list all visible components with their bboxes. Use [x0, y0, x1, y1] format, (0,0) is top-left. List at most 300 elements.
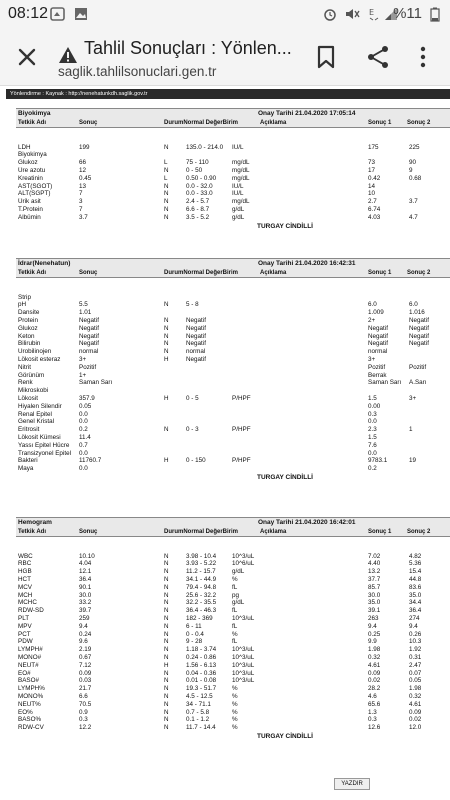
cell-name: AST(SGOT) [18, 182, 53, 190]
cell-norm: 0.04 - 0.36 [186, 669, 217, 677]
cell-norm: 0 - 5 [186, 394, 199, 402]
page-title: Tahlil Sonuçları : Yönlen... [84, 38, 292, 58]
cell-s1: 30.0 [368, 591, 381, 599]
table-row [16, 301, 450, 309]
cell-norm: 0.0 - 32.0 [186, 182, 213, 190]
cell-s2: 4.61 [409, 700, 422, 708]
cell-s1: 0.00 [368, 402, 381, 410]
print-button[interactable]: YAZDIR [334, 778, 370, 790]
cell-s1: 6.74 [368, 205, 381, 213]
cell-dur: N [164, 166, 169, 174]
cell-norm: 0 - 0.4 [186, 630, 204, 638]
cell-dur: N [164, 599, 169, 607]
cell-s1: 13.2 [368, 568, 381, 576]
cell-name: RDW-CV [18, 724, 44, 732]
result-rows [16, 537, 450, 732]
approval-date: Onay Tarihi 21.04.2020 16:42:01 [258, 519, 356, 526]
cell-name: LYMPH# [18, 646, 43, 654]
cell-val: 0.0 [79, 449, 88, 457]
cell-name: RDW-SD [18, 607, 44, 615]
cell-s1: 0.0 [368, 418, 377, 426]
table-row [16, 599, 450, 607]
cell-unit: P/HPF [232, 426, 251, 434]
cell-s2: 6.0 [409, 301, 418, 309]
cell-s2: 19 [409, 457, 417, 465]
result-rows [16, 128, 450, 222]
cell-name: PDW [18, 638, 33, 646]
cell-dur: N [164, 630, 169, 638]
table-row [16, 403, 450, 411]
cell-dur: N [164, 190, 169, 198]
source-bar: Yönlendirme : Kaynak : http://nenehatunkdh.saglik.gov.tr [6, 89, 450, 99]
cell-s2: 2.47 [409, 661, 422, 669]
cell-unit: % [232, 685, 238, 693]
column-header-value: Sonuç [79, 529, 98, 535]
status-time: 08:12 [8, 5, 49, 22]
cell-norm: 135.0 - 214.0 [186, 143, 224, 151]
cell-name: Maya [18, 465, 34, 473]
cell-unit: % [232, 724, 238, 732]
cell-s1: Pozitif [368, 363, 386, 371]
signer-row [16, 732, 450, 742]
cell-val: 0.09 [79, 669, 92, 677]
table-row [16, 638, 450, 646]
cell-s1: 175 [368, 143, 379, 151]
cell-unit: mg/dL [232, 159, 250, 167]
cell-name: HCT [18, 575, 31, 583]
cell-norm: normal [186, 348, 206, 356]
column-header-result1: Sonuç 1 [368, 270, 392, 276]
more-menu-icon[interactable] [418, 45, 428, 69]
table-row [16, 144, 450, 152]
cell-dur: N [164, 607, 169, 615]
cell-s1: 14 [368, 182, 376, 190]
cell-dur: N [164, 348, 169, 356]
cell-norm: 19.3 - 51.7 [186, 685, 217, 693]
table-row [16, 592, 450, 600]
cell-norm: 0 - 3 [186, 426, 199, 434]
cell-unit: g/dL [232, 568, 245, 576]
column-header-status: DurumNormal DeğerBirim [164, 529, 239, 535]
table-row [16, 654, 450, 662]
cell-name: Genel Kristal [18, 418, 55, 426]
table-row [16, 214, 450, 222]
cell-s1: 0.0 [368, 449, 377, 457]
cell-s1: Saman Sarı [368, 379, 402, 387]
column-header-status: DurumNormal DeğerBirim [164, 120, 239, 126]
table-row [16, 294, 450, 302]
cell-s2: 274 [409, 614, 420, 622]
table-row [16, 709, 450, 717]
cell-norm: 1.56 - 6.13 [186, 661, 217, 669]
cell-s1: Negatif [368, 340, 388, 348]
cell-norm: 0.7 - 5.8 [186, 708, 210, 716]
cell-s2: 83.6 [409, 583, 422, 591]
cell-s1: 10 [368, 190, 376, 198]
cell-s1: 0.02 [368, 677, 381, 685]
column-header-description: Açıklama [260, 120, 287, 126]
cell-name: WBC [18, 552, 33, 560]
table-row [16, 442, 450, 450]
cell-unit: % [232, 575, 238, 583]
cell-norm: 11.2 - 15.7 [186, 568, 216, 576]
cell-dur: L [164, 159, 168, 167]
cell-name: BASO# [18, 677, 39, 685]
cell-dur: H [164, 457, 169, 465]
cell-name: Lökosit Kümesi [18, 433, 61, 441]
cell-norm: Negatif [186, 324, 206, 332]
bookmark-icon[interactable] [317, 45, 335, 69]
cell-val: 10.10 [79, 552, 95, 560]
column-header-value: Sonuç [79, 270, 98, 276]
column-header-description: Açıklama [260, 270, 287, 276]
cell-val: 0.9 [79, 708, 88, 716]
cell-s1: 39.1 [368, 607, 381, 615]
cell-unit: 10^3/uL [232, 646, 255, 654]
column-header-result1: Sonuç 1 [368, 120, 392, 126]
browser-toolbar [0, 28, 450, 86]
cell-val: 33.2 [79, 599, 92, 607]
cell-s1: 28.2 [368, 685, 381, 693]
cell-s1: 0.32 [368, 653, 381, 661]
cell-norm: 34 - 71.1 [186, 700, 211, 708]
table-row [16, 278, 450, 286]
cell-dur: N [164, 700, 169, 708]
cell-val: 6.6 [79, 692, 88, 700]
table-row [16, 457, 450, 465]
battery-icon [430, 7, 440, 22]
cell-val: 5.5 [79, 301, 88, 309]
cell-unit: fL [232, 607, 238, 615]
cell-val: 11760.7 [79, 457, 102, 465]
table-row [16, 537, 450, 545]
cell-dur: N [164, 182, 169, 190]
column-header-row [16, 119, 450, 128]
table-row [16, 685, 450, 693]
table-row [16, 677, 450, 685]
cell-dur: N [164, 205, 169, 213]
table-row [16, 568, 450, 576]
cell-unit: mg/dL [232, 198, 250, 206]
cell-norm: 11.7 - 14.4 [186, 724, 216, 732]
cell-name: Ürik asit [18, 198, 41, 206]
cell-dur: N [164, 583, 169, 591]
cell-name: Bakteri [18, 457, 38, 465]
column-header-row [16, 528, 450, 537]
section-title: Biyokimya [18, 110, 51, 117]
cell-s1: 2.3 [368, 426, 377, 434]
cell-name: PCT [18, 630, 31, 638]
cell-name: LDH [18, 143, 31, 151]
cell-dur: N [164, 426, 169, 434]
cell-unit: % [232, 716, 238, 724]
column-header-status: DurumNormal DeğerBirim [164, 270, 239, 276]
cell-dur: N [164, 638, 169, 646]
cell-name: MPV [18, 622, 32, 630]
cell-name: RBC [18, 560, 32, 568]
cell-norm: 0 - 50 [186, 166, 203, 174]
cell-name: pH [18, 301, 27, 309]
section-idrar [16, 258, 450, 483]
cell-name: EO% [18, 708, 33, 716]
cell-dur: N [164, 332, 169, 340]
cell-norm: 182 - 369 [186, 614, 213, 622]
cell-unit: 10^3/uL [232, 669, 255, 677]
cell-name: Glukoz [18, 324, 38, 332]
cell-s2: 9 [409, 166, 413, 174]
cell-dur: N [164, 614, 169, 622]
cell-name: MCH [18, 591, 33, 599]
table-row [16, 701, 450, 709]
cell-val: 0.05 [79, 402, 92, 410]
cell-val: 0.67 [79, 653, 92, 661]
approval-date: Onay Tarihi 21.04.2020 16:42:31 [258, 260, 356, 267]
cell-norm: 3.5 - 5.2 [186, 213, 210, 221]
cell-unit: IU/L [232, 182, 244, 190]
warning-icon[interactable] [58, 46, 78, 64]
cell-name: Glukoz [18, 159, 38, 167]
cell-s1: 0.2 [368, 465, 377, 473]
table-row [16, 387, 450, 395]
cell-dur: L [164, 174, 168, 182]
cell-val: 3+ [79, 355, 87, 363]
cell-val: Negatif [79, 340, 99, 348]
cell-s2: 9.4 [409, 622, 418, 630]
cell-s2: Negatif [409, 340, 429, 348]
cell-s2: 0.31 [409, 653, 422, 661]
cell-val: 9.4 [79, 622, 88, 630]
cell-s2: 4.82 [409, 552, 422, 560]
column-header-name: Tetkik Adı [18, 270, 47, 276]
cell-name: Görünüm [18, 371, 45, 379]
column-header-result2: Sonuç 2 [407, 270, 431, 276]
cell-norm: 6.6 - 8.7 [186, 205, 210, 213]
cell-s1: 1.3 [368, 708, 377, 716]
cell-unit: IU/L [232, 190, 244, 198]
cell-s1: 9.4 [368, 622, 377, 630]
cell-dur: N [164, 591, 169, 599]
cell-val: 0.2 [79, 426, 88, 434]
cell-val: 12 [79, 166, 87, 174]
table-row [16, 136, 450, 144]
svg-text:E: E [369, 8, 375, 17]
cell-s1: 4.40 [368, 560, 381, 568]
table-row [16, 450, 450, 458]
cell-norm: 4.5 - 12.5 [186, 692, 213, 700]
cell-val: Pozitif [79, 363, 97, 371]
cell-val: 30.0 [79, 591, 92, 599]
network-e-icon [368, 7, 380, 21]
cell-name: Renk [18, 379, 33, 387]
cell-name: ALT(SGPT) [18, 190, 51, 198]
cell-val: 0.0 [79, 418, 88, 426]
table-row [16, 646, 450, 654]
table-row [16, 309, 450, 317]
cell-s2: 1.98 [409, 685, 422, 693]
cell-name: Mikroskobi [18, 387, 49, 395]
signer-name: TURGAY CİNDİLLİ [257, 732, 313, 740]
cell-name: Urobilinojen [18, 348, 52, 356]
cell-norm: 36.4 - 46.3 [186, 607, 217, 615]
cell-unit: % [232, 630, 238, 638]
cell-norm: 34.1 - 44.9 [186, 575, 217, 583]
cell-s1: 2.7 [368, 198, 377, 206]
signer-row [16, 473, 450, 483]
cell-s1: 1.5 [368, 394, 377, 402]
cell-unit: 10^6/uL [232, 560, 255, 568]
table-row [16, 333, 450, 341]
cell-name: PLT [18, 614, 30, 622]
cell-val: 12.1 [79, 568, 92, 576]
cell-s1: 7.6 [368, 441, 377, 449]
cell-name: Dansite [18, 309, 40, 317]
column-header-description: Açıklama [260, 529, 287, 535]
cell-norm: 3.93 - 5.22 [186, 560, 217, 568]
cell-name: HGB [18, 568, 32, 576]
cell-norm: 3.98 - 10.4 [186, 552, 217, 560]
cell-s1: 37.7 [368, 575, 381, 583]
cell-name: Protein [18, 316, 38, 324]
table-row [16, 607, 450, 615]
cell-val: 0.24 [79, 630, 92, 638]
cell-dur: N [164, 716, 169, 724]
table-row [16, 465, 450, 473]
cell-val: 2.19 [79, 646, 92, 654]
cell-s2: 36.4 [409, 607, 422, 615]
table-row [16, 364, 450, 372]
cell-val: 7.12 [79, 661, 92, 669]
table-row [16, 545, 450, 553]
cell-s2: 44.8 [409, 575, 422, 583]
column-header-value: Sonuç [79, 120, 98, 126]
column-header-result2: Sonuç 2 [407, 529, 431, 535]
cell-s1: 85.7 [368, 583, 381, 591]
table-row [16, 623, 450, 631]
cell-s1: Berrak [368, 371, 387, 379]
cell-name: Bilirubin [18, 340, 41, 348]
result-rows [16, 278, 450, 473]
cell-dur: N [164, 685, 169, 693]
cell-dur: N [164, 552, 169, 560]
table-row [16, 340, 450, 348]
cell-name: NEUT# [18, 661, 39, 669]
column-header-name: Tetkik Adı [18, 120, 47, 126]
status-bar [0, 0, 450, 28]
column-header-result1: Sonuç 1 [368, 529, 392, 535]
table-row [16, 553, 450, 561]
cell-val: 357.9 [79, 394, 95, 402]
table-row [16, 434, 450, 442]
cell-s1: 263 [368, 614, 379, 622]
cell-norm: 32.2 - 35.5 [186, 599, 217, 607]
cell-norm: 1.18 - 3.74 [186, 646, 217, 654]
cell-dur: N [164, 568, 169, 576]
cell-dur: H [164, 355, 169, 363]
cell-val: 66 [79, 159, 87, 167]
share-icon[interactable] [366, 45, 390, 69]
cell-name: Lökosit esteraz [18, 355, 61, 363]
cell-s2: 0.26 [409, 630, 422, 638]
section-header [16, 258, 450, 269]
cell-dur: N [164, 198, 169, 206]
cell-name: T.Protein [18, 205, 43, 213]
cell-s2: 1.016 [409, 309, 425, 317]
table-row [16, 693, 450, 701]
cell-s2: Negatif [409, 332, 429, 340]
cell-name: Eritrosit [18, 426, 40, 434]
table-row [16, 560, 450, 568]
cell-unit: g/dL [232, 599, 245, 607]
section-biyokimya [16, 108, 450, 232]
cell-s1: 3+ [368, 355, 376, 363]
cell-val: 259 [79, 614, 90, 622]
cell-dur: N [164, 143, 169, 151]
table-row [16, 356, 450, 364]
cell-unit: 10^3/uL [232, 653, 255, 661]
table-row [16, 128, 450, 136]
cell-s2: 0.02 [409, 716, 422, 724]
cell-dur: N [164, 560, 169, 568]
cell-s1: 6.0 [368, 301, 377, 309]
cell-unit: fL [232, 622, 238, 630]
close-icon[interactable] [14, 44, 40, 70]
cell-name: Nitrit [18, 363, 31, 371]
cell-s1: 0.09 [368, 669, 381, 677]
cell-s2: 4.7 [409, 213, 418, 221]
cell-norm: 2.4 - 5.7 [186, 198, 210, 206]
table-row [16, 206, 450, 214]
cell-s2: 12.0 [409, 724, 422, 732]
cell-dur: N [164, 340, 169, 348]
cell-s1: Negatif [368, 332, 388, 340]
cell-val: 0.0 [79, 410, 88, 418]
cell-unit: 10^3/uL [232, 677, 255, 685]
cell-val: 21.7 [79, 685, 92, 693]
table-row [16, 190, 450, 198]
cell-name: Biyokimya [18, 151, 47, 159]
cell-val: 9.6 [79, 638, 88, 646]
page-url[interactable]: saglik.tahlilsonuclari.gen.tr [58, 64, 217, 79]
cell-unit: 10^3/uL [232, 614, 255, 622]
cell-name: Renal Epitel [18, 410, 52, 418]
table-row [16, 576, 450, 584]
cell-val: 3 [79, 198, 83, 206]
table-row [16, 426, 450, 434]
cell-s1: 2+ [368, 316, 376, 324]
table-row [16, 584, 450, 592]
cell-s1: 1.5 [368, 433, 377, 441]
section-header [16, 517, 450, 528]
cell-s1: 0.3 [368, 716, 377, 724]
table-row [16, 411, 450, 419]
cell-unit: % [232, 692, 238, 700]
table-row [16, 670, 450, 678]
cell-val: 13 [79, 182, 87, 190]
section-title: İdrar(Nenehatun) [18, 260, 71, 267]
mute-icon [344, 7, 360, 21]
cell-val: 12.2 [79, 724, 92, 732]
cell-val: normal [79, 348, 99, 356]
cell-s2: 0.32 [409, 692, 422, 700]
cell-val: 4.04 [79, 560, 92, 568]
cell-s1: 0.3 [368, 410, 377, 418]
cell-dur: N [164, 213, 169, 221]
cell-dur: N [164, 575, 169, 583]
table-row [16, 325, 450, 333]
table-row [16, 198, 450, 206]
table-row [16, 379, 450, 387]
cell-s1: 73 [368, 159, 376, 167]
